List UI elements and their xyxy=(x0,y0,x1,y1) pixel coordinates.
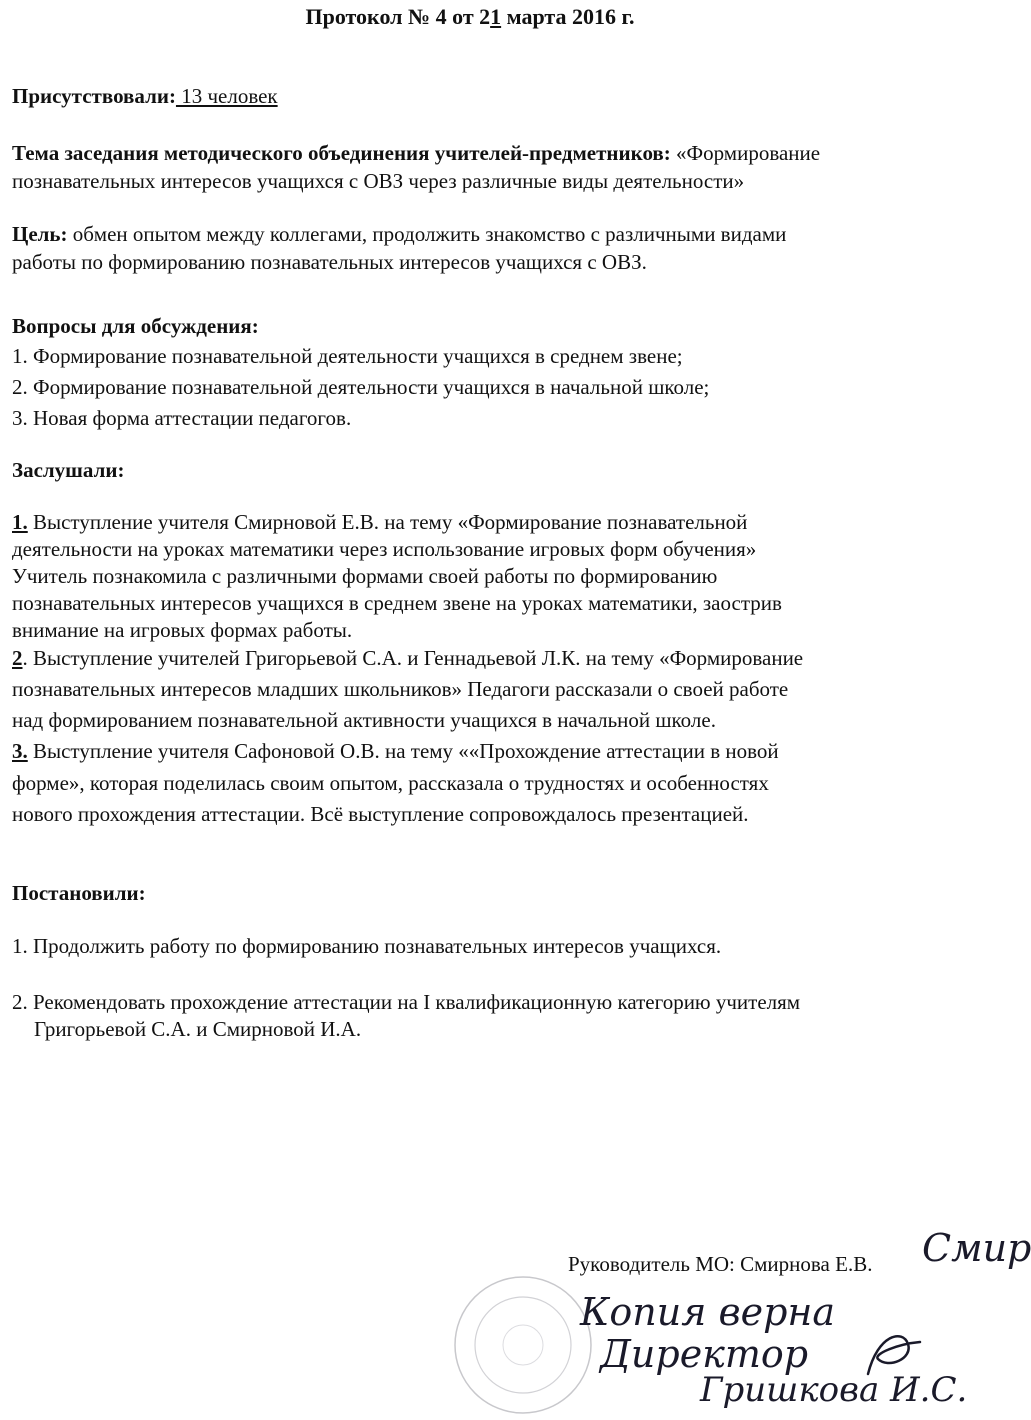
goal-label: Цель: xyxy=(12,222,68,246)
director-signature-icon xyxy=(858,1324,928,1384)
goal-text-1: обмен опытом между коллегами, продолжить знакомство с различными видами xyxy=(67,222,787,246)
question-item-2: 2. Формирование познавательной деятельности учащихся в начальной школе; xyxy=(12,375,710,399)
handwritten-signature: Смир xyxy=(922,1226,1031,1270)
heard-item-1-line-2: деятельности на уроках математики через использование игровых форм обучения» xyxy=(12,537,757,561)
heard-item-3-number: 3. xyxy=(12,739,28,763)
heard-item-1-line-5: внимание на игровых формах работы. xyxy=(12,618,353,642)
title-prefix: Протокол № 4 от 2 xyxy=(305,4,491,29)
topic-label: Тема заседания методического объединения учителей-предметников: xyxy=(12,141,671,165)
handwritten-copy-note: Копия верна xyxy=(580,1290,836,1334)
title-suffix: марта 2016 г. xyxy=(501,4,635,29)
decided-item-2-line-1: 2. Рекомендовать прохождение аттестации на I квалификационную категорию учителям xyxy=(12,990,801,1014)
document-title xyxy=(0,4,940,30)
heard-item-2-line-1 xyxy=(12,645,803,671)
heard-item-1-line-3: Учитель познакомила с различными формами своей работы по формированию xyxy=(12,564,718,588)
question-item-1: 1. Формирование познавательной деятельности учащихся в среднем звене; xyxy=(12,344,683,368)
heard-item-1-line-4: познавательных интересов учащихся в среднем звене на уроках математики, заострив xyxy=(12,591,782,615)
heard-item-2-line-2: познавательных интересов младших школьников» Педагоги рассказали о своей работе xyxy=(12,677,789,701)
attended-label: Присутствовали: xyxy=(12,84,176,108)
handwritten-name: Гришкова И.С. xyxy=(700,1370,968,1410)
goal-line-1 xyxy=(12,221,786,247)
question-item-3: 3. Новая форма аттестации педагогов. xyxy=(12,406,352,430)
questions-heading: Вопросы для обсуждения: xyxy=(12,314,259,338)
topic-line-2: познавательных интересов учащихся с ОВЗ через различные виды деятельности» xyxy=(12,169,745,193)
signature-role: Руководитель МО: Смирнова Е.В. xyxy=(568,1252,873,1276)
attended-value: 13 человек xyxy=(175,84,278,108)
stamp-icon xyxy=(448,1270,598,1420)
heard-item-1-line-1 xyxy=(12,509,747,535)
heard-item-1-text-1: Выступление учителя Смирновой Е.В. на тему «Формирование познавательной xyxy=(27,510,748,534)
topic-line-1 xyxy=(12,140,820,166)
heard-item-3-line-3: нового прохождения аттестации. Всё выступление сопровождалось презентацией. xyxy=(12,802,749,826)
heard-item-3-text-1: Выступление учителя Сафоновой О.В. на тему ««Прохождение аттестации в новой xyxy=(27,739,779,763)
heard-item-3-line-1 xyxy=(12,738,779,764)
heard-item-2-line-3: над формированием познавательной активности учащихся в начальной школе. xyxy=(12,708,716,732)
heard-item-2-text-1: . Выступление учителей Григорьевой С.А. и Геннадьевой Л.К. на тему «Формирование xyxy=(22,646,804,670)
decided-item-2-line-2: Григорьевой С.А. и Смирновой И.А. xyxy=(34,1017,362,1041)
title-underlined-digit: 1 xyxy=(490,4,502,29)
attended-line xyxy=(12,83,278,109)
decided-heading: Постановили: xyxy=(12,881,146,905)
heard-item-3-line-2: форме», которая поделилась своим опытом, рассказала о трудностях и особенностях xyxy=(12,771,769,795)
topic-text-1: «Формирование xyxy=(670,141,821,165)
handwritten-director: Директор xyxy=(600,1332,809,1376)
heard-item-2-number: 2 xyxy=(12,646,23,670)
heard-heading: Заслушали: xyxy=(12,458,125,482)
decided-item-1: 1. Продолжить работу по формированию познавательных интересов учащихся. xyxy=(12,934,722,958)
goal-line-2: работы по формированию познавательных интересов учащихся с ОВЗ. xyxy=(12,250,647,274)
heard-item-1-number: 1. xyxy=(12,510,28,534)
